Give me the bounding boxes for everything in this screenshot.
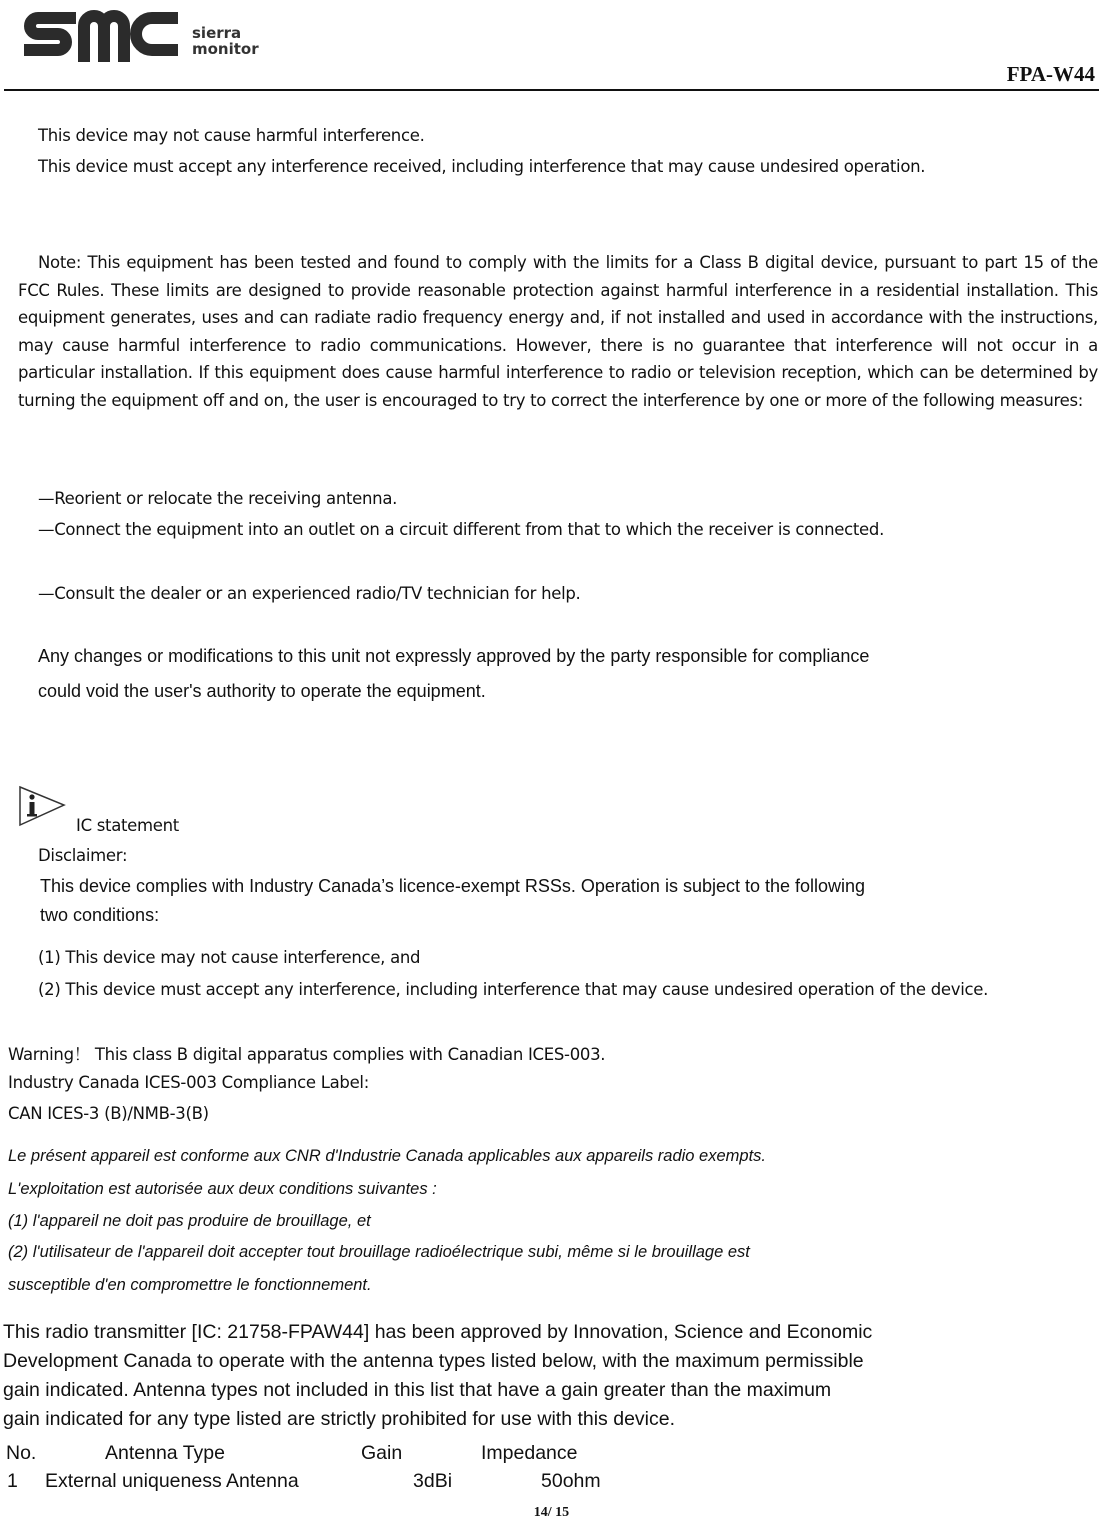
- french-line-3: (1) l'appareil ne doit pas produire de brouillage, et: [8, 1212, 371, 1230]
- document-id: FPA-W44: [1006, 62, 1095, 86]
- french-line-1: Le présent appareil est conforme aux CNR d'Industrie Canada applicables aux appareils radio exempts.: [8, 1147, 766, 1165]
- ic-condition-2: (2) This device must accept any interference, including interference that may cause undesired operation of the device.: [38, 980, 989, 999]
- ic-statement-heading: IC statement: [76, 816, 179, 835]
- ised-line-4: gain indicated for any type listed are strictly prohibited for use with this device.: [3, 1408, 676, 1430]
- changes-warning-line-1: Any changes or modifications to this unit not expressly approved by the party responsible for compliance: [38, 646, 870, 666]
- french-line-4: (2) l'utilisateur de l'appareil doit accepter tout brouillage radioélectrique subi, même si le brouillage est: [8, 1243, 750, 1261]
- ised-line-3: gain indicated. Antenna types not included in this list that have a gain greater than the maximum: [3, 1379, 832, 1401]
- svg-text:monitor: monitor: [192, 40, 259, 58]
- ised-line-2: Development Canada to operate with the antenna types listed below, with the maximum permissible: [3, 1350, 864, 1372]
- ised-line-1: This radio transmitter [IC: 21758-FPAW44] has been approved by Innovation, Science and Economic: [3, 1321, 873, 1343]
- page-number: 14/ 15: [533, 1505, 570, 1520]
- french-line-2: L'exploitation est autorisée aux deux conditions suivantes :: [8, 1180, 437, 1198]
- table-cell-no: 1: [7, 1470, 18, 1492]
- ic-condition-1: (1) This device may not cause interference, and: [38, 948, 421, 967]
- table-header-antenna-type: Antenna Type: [105, 1442, 225, 1464]
- ices-label-value: CAN ICES-3 (B)/NMB-3(B): [8, 1104, 209, 1123]
- ic-compliance-line-2: two conditions:: [40, 905, 160, 925]
- table-header-gain: Gain: [361, 1442, 403, 1464]
- svg-text:sierra: sierra: [192, 24, 242, 42]
- ices-label-title: Industry Canada ICES-003 Compliance Label:: [8, 1073, 369, 1092]
- ic-compliance-line-1: This device complies with Industry Canada’s licence-exempt RSSs. Operation is subject to the following: [40, 876, 866, 896]
- smc-sierra-monitor-logo: [24, 4, 284, 68]
- french-line-5: susceptible d'en compromettre le fonctionnement.: [8, 1276, 372, 1294]
- ices-warning: Warning！ This class B digital apparatus complies with Canadian ICES-003.: [8, 1045, 606, 1064]
- changes-warning-line-2: could void the user's authority to operate the equipment.: [38, 681, 486, 701]
- measure-consult: —Consult the dealer or an experienced radio/TV technician for help.: [38, 584, 581, 603]
- header-rule: [4, 89, 1099, 91]
- table-header-impedance: Impedance: [481, 1442, 578, 1464]
- fcc-note-paragraph: Note: This equipment has been tested and found to comply with the limits for a Class B digital device, pursuant to part 15 of the FCC Rules. These limits are designed to provide reasonable protection against harmful interference in a residential installation. This equipment generates, uses and can radiate radio frequency energy and, if not installed and used in accordance with the instructions, may cause harmful interference to radio communications. However, there is no guarantee that interference will not occur in a particular installation. If this equipment does cause harmful interference to radio or television reception, which can be determined by turning the equipment off and on, the user is encouraged to try to correct the interference by one or more of the following measures:: [18, 253, 1098, 410]
- fcc-condition-1: This device may not cause harmful interference.: [38, 126, 425, 145]
- table-cell-impedance: 50ohm: [541, 1470, 601, 1492]
- table-header-no: No.: [6, 1442, 37, 1464]
- measure-connect: —Connect the equipment into an outlet on a circuit different from that to which the receiver is connected.: [38, 520, 885, 539]
- measure-reorient: —Reorient or relocate the receiving antenna.: [38, 489, 398, 508]
- fcc-condition-2: This device must accept any interference received, including interference that may cause undesired operation.: [38, 157, 926, 176]
- info-icon: [18, 783, 66, 831]
- disclaimer-label: Disclaimer:: [38, 846, 128, 865]
- table-cell-antenna-type: External uniqueness Antenna: [45, 1470, 299, 1492]
- table-cell-gain: 3dBi: [413, 1470, 453, 1492]
